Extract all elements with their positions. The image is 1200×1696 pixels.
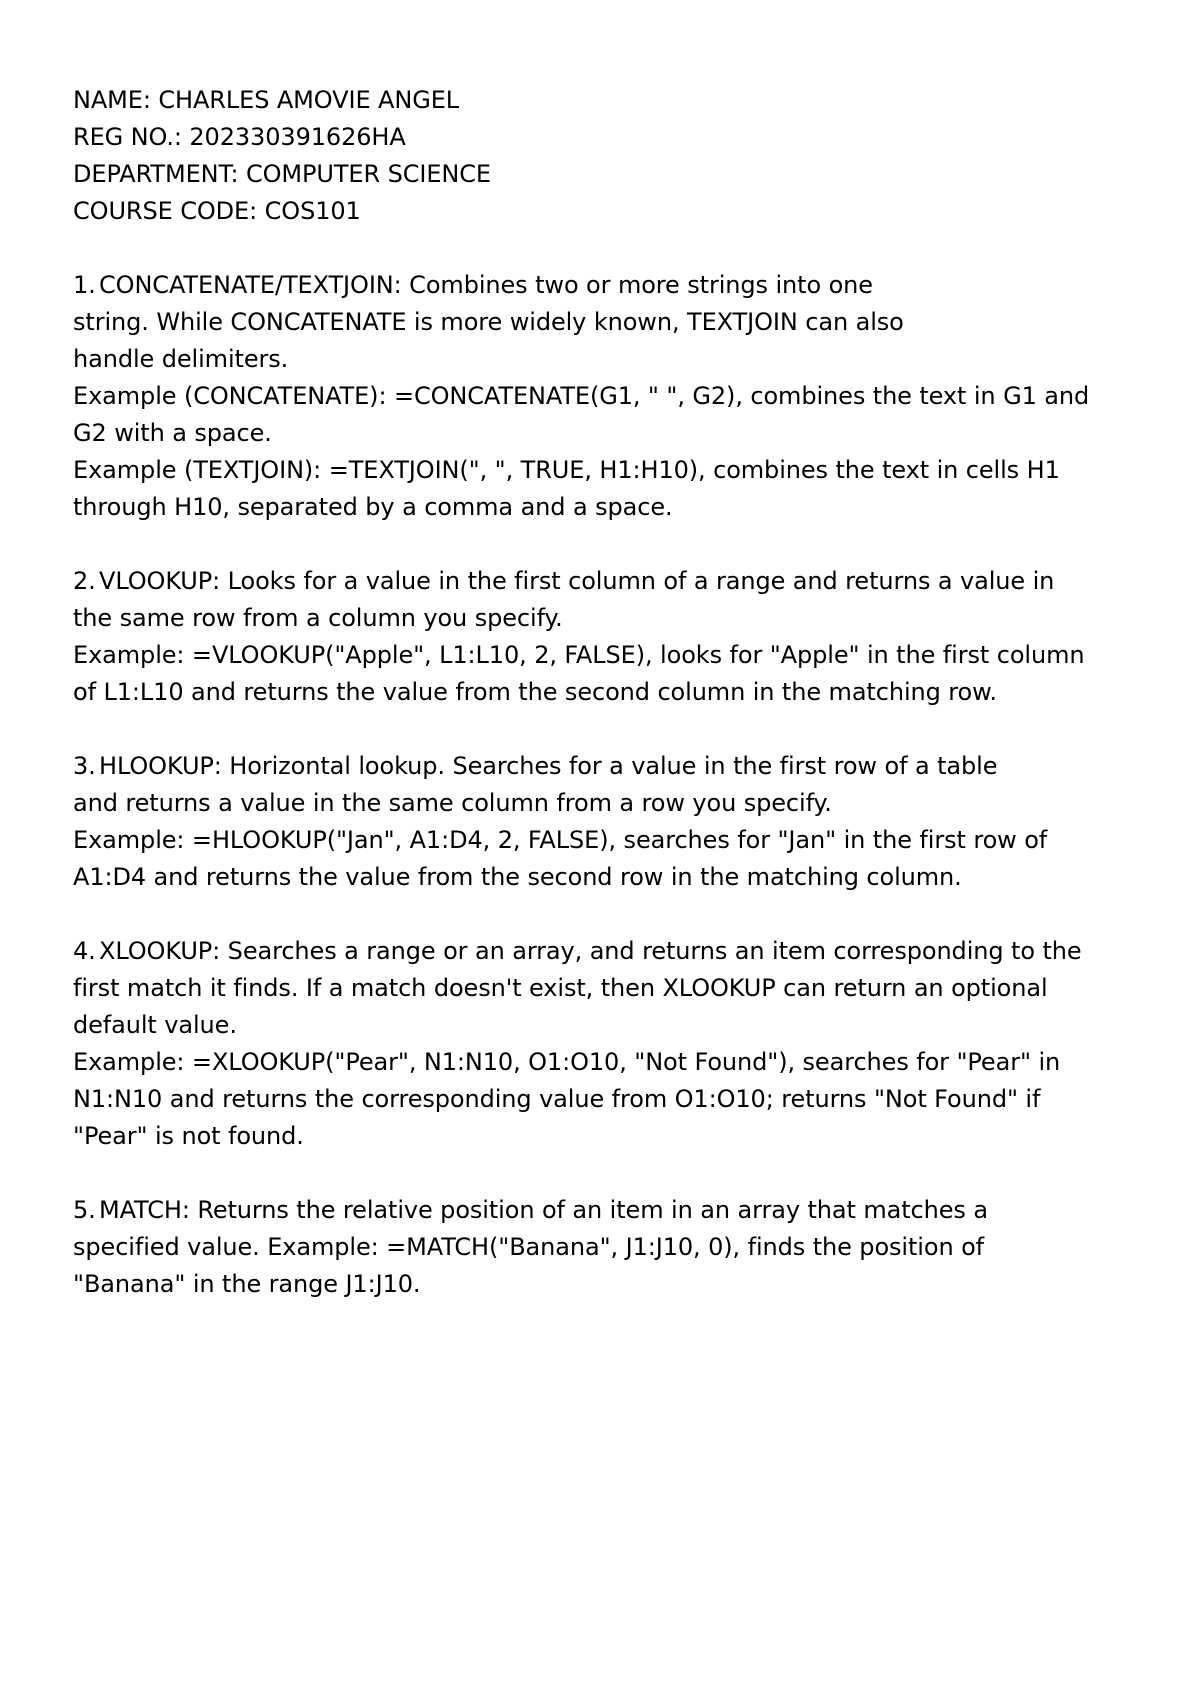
section-text-line: [73, 637, 1153, 674]
line-text: and returns a value in the same column from a row you specify.: [73, 789, 832, 817]
function-section: [73, 563, 1153, 711]
line-text: first match it finds. If a match doesn't exist, then XLOOKUP can return an optional: [73, 974, 1048, 1002]
section-heading-line: [73, 1192, 1153, 1229]
line-text: "Banana" in the range J1:J10.: [73, 1270, 421, 1298]
line-text: CONCATENATE/TEXTJOIN: Combines two or more strings into one: [99, 271, 873, 299]
section-number: 1.: [73, 271, 96, 299]
line-text: string. While CONCATENATE is more widely known, TEXTJOIN can also: [73, 308, 904, 336]
line-text: N1:N10 and returns the corresponding value from O1:O10; returns "Not Found" if: [73, 1085, 1041, 1113]
section-text-line: [73, 378, 1153, 415]
line-text: G2 with a space.: [73, 419, 272, 447]
section-heading-line: [73, 933, 1153, 970]
line-text: XLOOKUP: Searches a range or an array, and returns an item corresponding to the: [99, 937, 1082, 965]
line-text: VLOOKUP: Looks for a value in the first column of a range and returns a value in: [99, 567, 1055, 595]
section-heading-line: [73, 563, 1153, 600]
line-text: Example: =XLOOKUP("Pear", N1:N10, O1:O10, "Not Found"), searches for "Pear" in: [73, 1048, 1061, 1076]
section-text-line: [73, 1044, 1153, 1081]
line-text: Example (CONCATENATE): =CONCATENATE(G1, " ", G2), combines the text in G1 and: [73, 382, 1090, 410]
line-text: Example (TEXTJOIN): =TEXTJOIN(", ", TRUE, H1:H10), combines the text in cells H1: [73, 456, 1060, 484]
function-section: [73, 1192, 1153, 1303]
section-heading-line: [73, 267, 1153, 304]
section-text-line: [73, 970, 1153, 1007]
line-text: A1:D4 and returns the value from the second row in the matching column.: [73, 863, 962, 891]
section-heading-line: [73, 748, 1153, 785]
section-text-line: [73, 600, 1153, 637]
section-text-line: [73, 1229, 1153, 1266]
section-number: 4.: [73, 937, 96, 965]
section-text-line: [73, 415, 1153, 452]
function-section: [73, 267, 1153, 526]
section-number: 3.: [73, 752, 96, 780]
function-section: [73, 748, 1153, 896]
section-text-line: [73, 1007, 1153, 1044]
line-text: MATCH: Returns the relative position of an item in an array that matches a: [99, 1196, 988, 1224]
section-text-line: [73, 489, 1153, 526]
function-sections: [73, 267, 1153, 1303]
line-text: default value.: [73, 1011, 237, 1039]
line-text: specified value. Example: =MATCH("Banana", J1:J10, 0), finds the position of: [73, 1233, 985, 1261]
section-text-line: [73, 304, 1153, 341]
course-code: COURSE CODE: COS101: [73, 197, 361, 225]
line-text: handle delimiters.: [73, 345, 289, 373]
section-number: 5.: [73, 1196, 96, 1224]
section-text-line: [73, 822, 1153, 859]
function-section: [73, 933, 1153, 1155]
student-info-block: [73, 82, 1153, 230]
section-text-line: [73, 785, 1153, 822]
section-text-line: [73, 859, 1153, 896]
line-text: Example: =VLOOKUP("Apple", L1:L10, 2, FALSE), looks for "Apple" in the first column: [73, 641, 1085, 669]
line-text: HLOOKUP: Horizontal lookup. Searches for a value in the first row of a table: [99, 752, 998, 780]
section-text-line: [73, 452, 1153, 489]
line-text: "Pear" is not found.: [73, 1122, 304, 1150]
registration-number: REG NO.: 202330391626HA: [73, 123, 406, 151]
student-name: NAME: CHARLES AMOVIE ANGEL: [73, 86, 460, 114]
section-text-line: [73, 1081, 1153, 1118]
line-text: Example: =HLOOKUP("Jan", A1:D4, 2, FALSE), searches for "Jan" in the first row of: [73, 826, 1048, 854]
line-text: the same row from a column you specify.: [73, 604, 563, 632]
section-text-line: [73, 674, 1153, 711]
line-text: through H10, separated by a comma and a space.: [73, 493, 673, 521]
section-text-line: [73, 1118, 1153, 1155]
document-body: [73, 82, 1153, 1303]
department: DEPARTMENT: COMPUTER SCIENCE: [73, 160, 491, 188]
section-text-line: [73, 1266, 1153, 1303]
section-text-line: [73, 341, 1153, 378]
section-number: 2.: [73, 567, 96, 595]
line-text: of L1:L10 and returns the value from the second column in the matching row.: [73, 678, 997, 706]
